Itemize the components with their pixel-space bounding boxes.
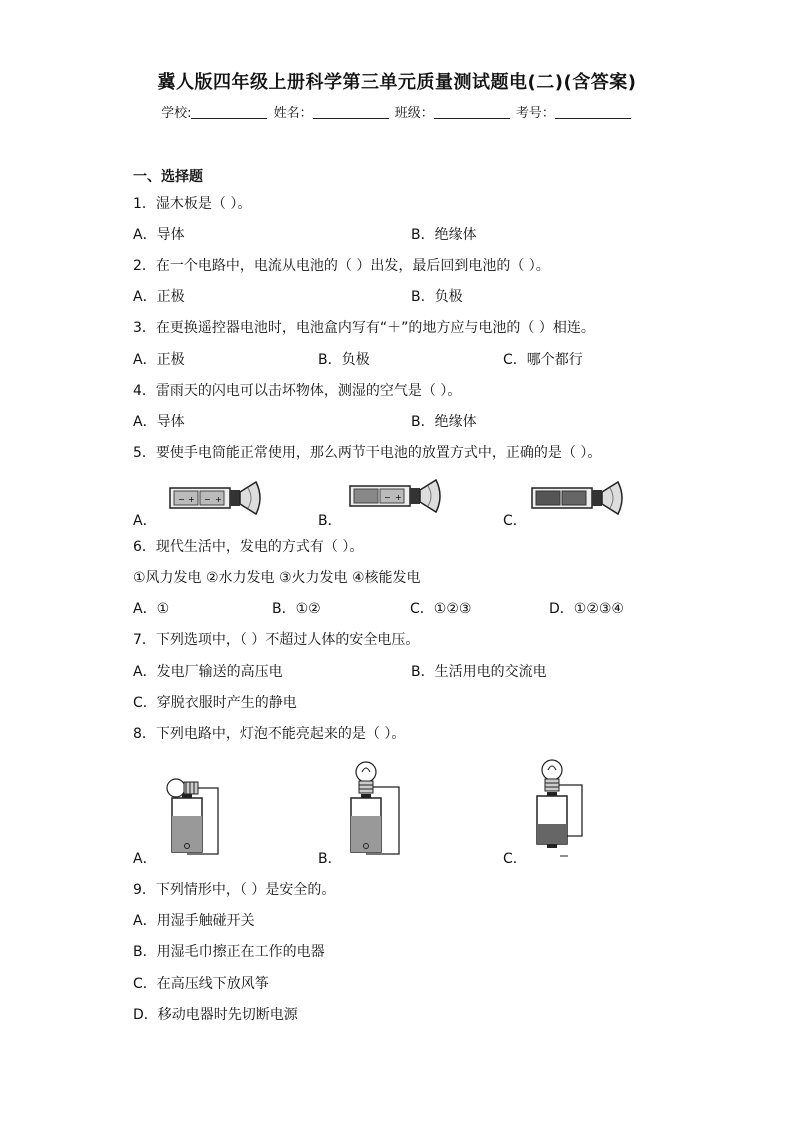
question-1-stem: 1．湿木板是（ ）。 xyxy=(133,196,252,212)
question-4-option-a: A．导体 xyxy=(133,414,185,430)
svg-text:+: + xyxy=(188,495,195,504)
question-9-option-d: D．移动电器时先切断电源 xyxy=(133,1007,298,1023)
question-4-option-b: B．绝缘体 xyxy=(411,414,477,430)
class-blank xyxy=(434,105,510,119)
question-2-option-a: A．正极 xyxy=(133,289,185,305)
question-9-stem: 9．下列情形中，（ ）是安全的。 xyxy=(133,882,336,898)
svg-text:+: + xyxy=(215,495,222,504)
flashlight-b-figure xyxy=(348,476,448,518)
question-3-option-b: B．负极 xyxy=(318,352,370,368)
svg-text:+: + xyxy=(395,493,402,502)
question-1-option-b: B．绝缘体 xyxy=(411,227,477,243)
question-5-option-c: C． xyxy=(503,513,527,529)
question-2-stem: 2．在一个电路中，电流从电池的（ ）出发，最后回到电池的（ ）。 xyxy=(133,258,550,274)
name-label: 姓名： xyxy=(273,106,313,121)
question-5-option-b: B． xyxy=(318,513,342,529)
question-8-option-b: B． xyxy=(318,851,342,867)
page-title: 冀人版四年级上册科学第三单元质量测试题电(二)(含答案) xyxy=(157,72,637,93)
question-1-option-a: A．导体 xyxy=(133,227,185,243)
circuit-a-figure xyxy=(158,776,228,864)
question-5-option-a: A． xyxy=(133,513,157,529)
name-blank xyxy=(313,105,389,119)
question-8-stem: 8．下列电路中，灯泡不能亮起来的是（ ）。 xyxy=(133,726,406,742)
student-info-line xyxy=(0,102,794,121)
question-7-stem: 7．下列选项中，（ ）不超过人体的安全电压。 xyxy=(133,632,420,648)
circuit-c-figure xyxy=(530,758,600,864)
question-4-stem: 4．雷雨天的闪电可以击坏物体，测湿的空气是（ ）。 xyxy=(133,383,462,399)
question-7-option-a: A．发电厂输送的高压电 xyxy=(133,664,283,680)
class-label: 班级： xyxy=(394,106,434,121)
school-blank xyxy=(191,105,267,119)
question-3-option-a: A．正极 xyxy=(133,352,185,368)
flashlight-a-figure xyxy=(168,478,268,520)
question-8-option-a: A． xyxy=(133,851,157,867)
circuit-b-figure xyxy=(344,760,414,864)
section-title: 一、选择题 xyxy=(133,169,203,185)
svg-text:−: − xyxy=(384,493,391,502)
id-blank xyxy=(555,105,631,119)
svg-text:−: − xyxy=(178,495,185,504)
question-6-option-a: A．① xyxy=(133,601,170,617)
question-7-option-b: B．生活用电的交流电 xyxy=(411,664,547,680)
svg-text:−: − xyxy=(204,495,211,504)
question-3-stem: 3．在更换遥控器电池时，电池盒内写有“＋”的地方应与电池的（ ）相连。 xyxy=(133,320,595,336)
school-label: 学校: xyxy=(161,106,192,121)
question-3-option-c: C．哪个都行 xyxy=(503,352,583,368)
question-6-option-c: C．①②③ xyxy=(410,601,472,617)
question-8-option-c: C． xyxy=(503,851,527,867)
question-9-option-c: C．在高压线下放风筝 xyxy=(133,976,269,992)
question-6-methods: ①风力发电 ②水力发电 ③火力发电 ④核能发电 xyxy=(133,570,421,586)
question-6-option-b: B．①② xyxy=(272,601,321,617)
question-9-option-a: A．用湿手触碰开关 xyxy=(133,913,255,929)
question-6-stem: 6．现代生活中，发电的方式有（ ）。 xyxy=(133,539,364,555)
question-6-option-d: D．①②③④ xyxy=(549,601,624,617)
question-5-stem: 5．要使手电筒能正常使用，那么两节干电池的放置方式中，正确的是（ ）。 xyxy=(133,445,602,461)
id-label: 考号： xyxy=(515,106,555,121)
question-7-option-c: C．穿脱衣服时产生的静电 xyxy=(133,695,297,711)
question-2-option-b: B．负极 xyxy=(411,289,463,305)
question-9-option-b: B．用湿毛巾擦正在工作的电器 xyxy=(133,944,325,960)
flashlight-c-figure xyxy=(530,478,630,520)
